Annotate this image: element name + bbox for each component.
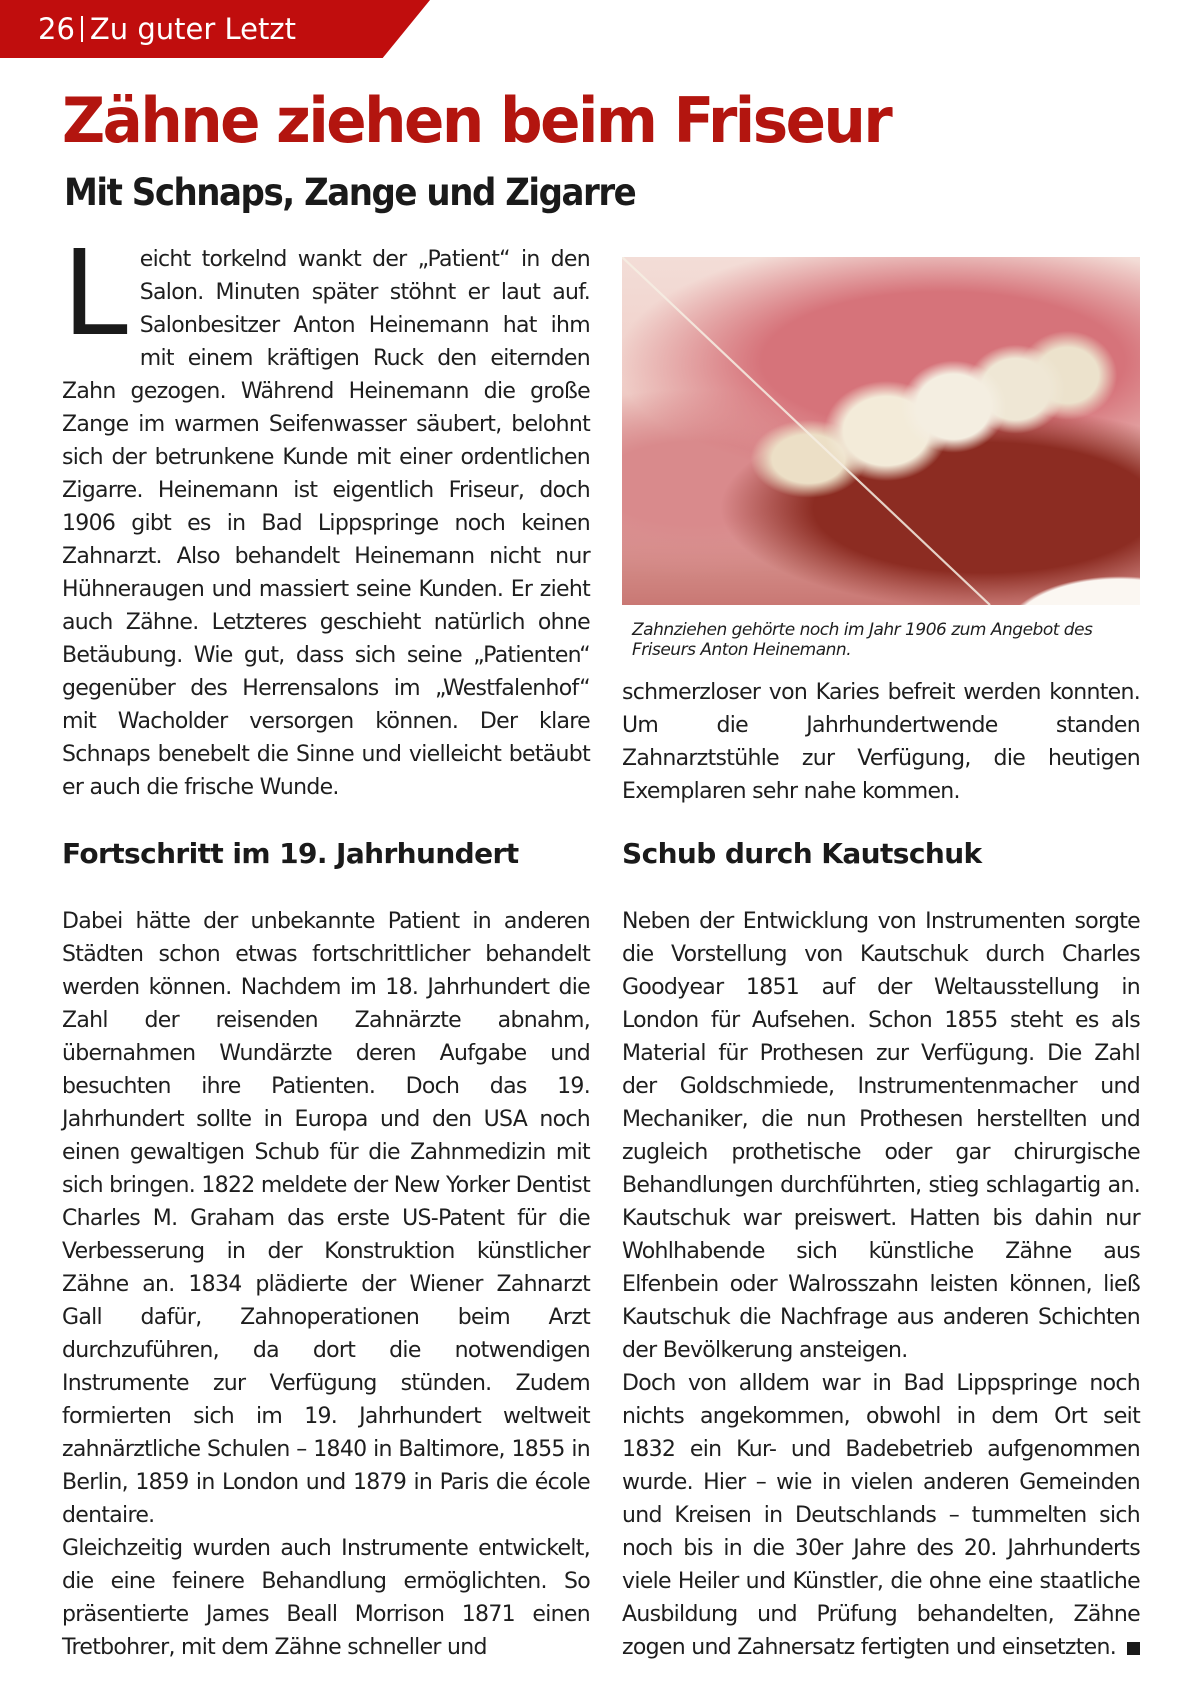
body-paragraph-last [622, 1367, 1140, 1664]
page-number: 26 [38, 12, 75, 46]
article-title: Zähne ziehen beim Friseur [62, 84, 891, 157]
section-label: Zu guter Letzt [89, 12, 296, 46]
dental-floss-line [622, 257, 1140, 605]
continued-paragraph: schmerzloser von Karies befreit werden konnten. Um die Jahrhundertwende standen Zahnarztstühle zur Verfügung, die heutigen Exemplaren sehr nahe kommen. [622, 680, 1140, 804]
body-paragraph: Neben der Entwicklung von Instrumenten sorgte die Vorstellung von Kautschuk durch Charles Goodyear 1851 auf der Weltausstellung in London für Aufsehen. Schon 1855 steht es als Material für Prothesen zur Verfügung. Die Zahl der Goldschmiede, Instrumentenmacher und Mechaniker, die nun Prothesen herstellten und zugleich prothetische oder gar chirurgische Behandlungen durchführten, stieg schlagartig an. Kautschuk war preiswert. Hatten bis dahin nur Wohlhabende sich künstliche Zähne aus Elfenbein oder Walrosszahn leisten können, ließ Kautschuk die Nachfrage aus anderen Schichten der Bevölkerung ansteigen. [622, 909, 1140, 1363]
section-header [38, 10, 296, 48]
article-photo [622, 257, 1140, 605]
section-heading-progress: Fortschritt im 19. Jahrhundert [62, 837, 519, 870]
body-paragraph: Gleichzeitig wurden auch Instrumente entwickelt, die eine feinere Behandlung ermöglichten. So präsentierte James Beall Morrison 1871 einen Tretbohrer, mit dem Zähne schneller und [62, 1536, 590, 1660]
right-column [622, 905, 1140, 1664]
intro-text: eicht torkelnd wankt der „Patient“ in den Salon. Minuten später stöhnt er laut auf. Salonbesitzer Anton Heinemann hat ihm mit einem kräftigen Ruck den eiternden Zahn gezogen. Während Heinemann die große Zange im warmen Seifenwasser säubert, belohnt sich der betrunkene Kunde mit einer ordentlichen Zigarre. Heinemann ist eigentlich Friseur, doch 1906 gibt es in Bad Lippspringe noch keinen Zahnarzt. Also behandelt Heinemann nicht nur Hühneraugen und massiert seine Kunden. Er zieht auch Zähne. Letzteres geschieht natürlich ohne Betäubung. Wie gut, dass sich seine „Patienten“ gegenüber des Herrensalons im „Westfalenhof“ mit Wacholder versorgen können. Der klare Schnaps benebelt die Sinne und vielleicht betäubt er auch die frische Wunde. [62, 247, 590, 800]
left-column [62, 905, 590, 1664]
photo-caption: Zahnziehen gehörte noch im Jahr 1906 zum Angebot des Friseurs Anton Heinemann. [632, 620, 1093, 660]
intro-paragraph [62, 224, 590, 804]
body-paragraph: Dabei hätte der unbekannte Patient in anderen Städten schon etwas fortschrittlicher behandelt werden können. Nachdem im 18. Jahrhundert die Zahl der reisenden Zahnärzte abnahm, übernahmen Wundärzte deren Aufgabe und besuchten ihre Patienten. Doch das 19. Jahrhundert sollte in Europa und den USA noch einen gewaltigen Schub für die Zahnmedizin mit sich bringen. 1822 meldete der New Yorker Dentist Charles M. Graham das erste US-Patent für die Verbesserung in der Konstruktion künstlicher Zähne an. 1834 plädierte der Wiener Zahnarzt Gall dafür, Zahnoperationen beim Arzt durchzuführen, da dort die notwendigen Instrumente zur Verfügung stünden. Zudem formierten sich im 19. Jahrhundert weltweit zahnärztliche Schulen – 1840 in Baltimore, 1855 in Berlin, 1859 in London und 1879 in Paris die école dentaire. [62, 909, 590, 1528]
end-of-article-icon [1127, 1642, 1140, 1655]
body-paragraph-text: Doch von alldem war in Bad Lippspringe noch nichts angekommen, obwohl in dem Ort seit 1832 ein Kur- und Badebetrieb aufgenommen wurde. Hier – wie in vielen anderen Gemeinden und Kreisen in Deutschlands – tummelten sich noch bis in die 30er Jahre des 20. Jahrhunderts viele Heiler und Künstler, die ohne eine staatliche Ausbildung und Prüfung behandelten, Zähne zogen und Zahnersatz fertigten und einsetzten. [622, 1371, 1140, 1660]
article-subtitle: Mit Schnaps, Zange und Zigarre [64, 171, 636, 214]
section-heading-rubber: Schub durch Kautschuk [622, 837, 982, 870]
header-separator [81, 16, 83, 42]
drop-cap: L [62, 224, 128, 362]
